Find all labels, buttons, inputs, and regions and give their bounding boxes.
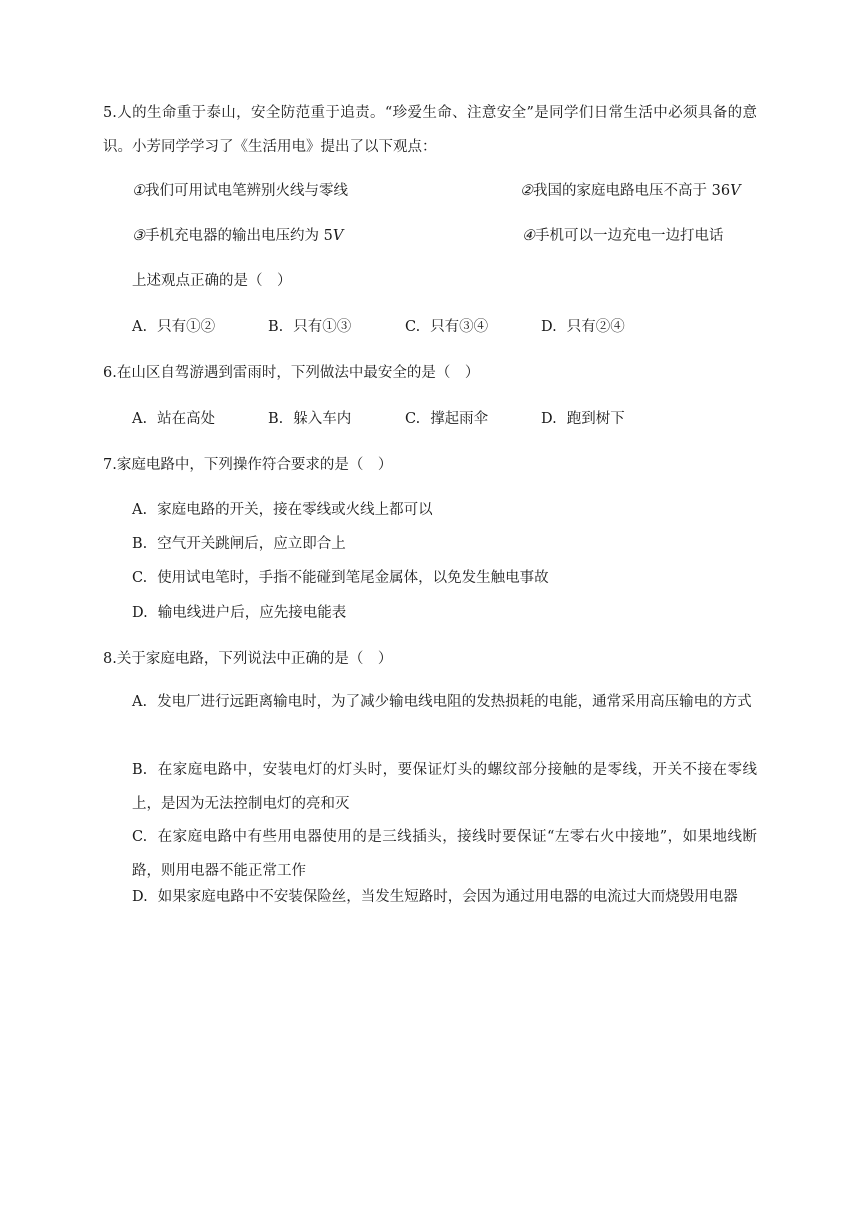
statement-text: 我国的家庭电路电压不高于 36 — [533, 183, 731, 199]
option-text: 撑起雨伞 — [430, 411, 489, 427]
question-7-stem: 7.家庭电路中，下列操作符合要求的是（ ） — [103, 457, 393, 473]
q7-option-c[interactable] — [132, 568, 549, 588]
q6-option-a[interactable] — [132, 409, 215, 429]
q8-option-a[interactable] — [132, 685, 757, 719]
q8-option-b[interactable] — [132, 753, 757, 821]
option-text: 使用试电笔时，手指不能碰到笔尾金属体，以免发生触电事故 — [157, 570, 549, 586]
q5-option-c[interactable] — [405, 317, 488, 337]
option-letter: C. — [132, 570, 148, 586]
option-letter: A. — [132, 694, 148, 710]
option-letter: B. — [132, 536, 148, 552]
q5-option-a[interactable] — [132, 317, 215, 337]
q5-statement-1 — [132, 181, 348, 201]
q6-option-b[interactable] — [268, 409, 351, 429]
option-text: 家庭电路的开关，接在零线或火线上都可以 — [157, 502, 433, 518]
unit-label: V — [730, 183, 741, 199]
option-letter: D. — [541, 411, 557, 427]
option-text: 发电厂进行远距离输电时，为了减少输电线电阻的发热损耗的电能，通常采用高压输电的方式 — [157, 694, 752, 710]
q5-prompt: 上述观点正确的是（ ） — [132, 273, 292, 289]
statement-marker: ④ — [522, 228, 535, 244]
option-letter: C. — [405, 319, 421, 335]
statement-text: 手机充电器的输出电压约为 5 — [145, 228, 333, 244]
q5-statement-2 — [520, 181, 741, 201]
option-letter: B. — [268, 411, 284, 427]
option-text: 跑到树下 — [566, 411, 625, 427]
question-5-stem: 5.人的生命重于泰山，安全防范重于追责。“珍爱生命、注意安全”是同学们日常生活中必须具备的意识。小芳同学学习了《生活用电》提出了以下观点： — [103, 105, 757, 155]
q7-option-a[interactable] — [132, 500, 433, 520]
question-6-stem: 6.在山区自驾游遇到雷雨时，下列做法中最安全的是（ ） — [103, 365, 480, 381]
q5-statement-3 — [132, 226, 343, 246]
option-text: 如果家庭电路中不安装保险丝，当发生短路时，会因为通过用电器的电流过大而烧毁用电器 — [157, 889, 738, 905]
option-letter: A. — [132, 502, 148, 518]
option-letter: A. — [132, 319, 148, 335]
option-letter: A. — [132, 411, 148, 427]
q5-option-b[interactable] — [268, 317, 351, 337]
unit-label: V — [332, 228, 344, 244]
option-text: 在家庭电路中有些用电器使用的是三线插头，接线时要保证“左零右火中接地”，如果地线断路，则用电器不能正常工作 — [132, 829, 757, 879]
q8-option-c[interactable] — [132, 820, 757, 888]
statement-text: 我们可用试电笔辨别火线与零线 — [145, 183, 348, 199]
option-text: 空气开关跳闸后，应立即合上 — [157, 536, 346, 552]
option-letter: D. — [132, 889, 148, 905]
option-letter: B. — [268, 319, 284, 335]
option-text: 在家庭电路中，安装电灯的灯头时，要保证灯头的螺纹部分接触的是零线，开关不接在零线上，是因为无法控制电灯的亮和灭 — [132, 762, 757, 812]
statement-marker: ③ — [132, 228, 145, 244]
q7-option-d[interactable] — [132, 603, 346, 623]
q5-statement-4 — [522, 226, 724, 246]
q6-option-c[interactable] — [405, 409, 488, 429]
option-letter: C. — [405, 411, 421, 427]
q7-option-b[interactable] — [132, 534, 346, 554]
option-text: 只有①② — [157, 319, 216, 335]
option-text: 只有②④ — [566, 319, 625, 335]
statement-marker: ① — [132, 183, 145, 199]
option-text: 只有③④ — [430, 319, 489, 335]
option-letter: D. — [541, 319, 557, 335]
option-letter: B. — [132, 762, 148, 778]
q5-option-d[interactable] — [541, 317, 625, 337]
statement-text: 手机可以一边充电一边打电话 — [535, 228, 724, 244]
option-text: 躲入车内 — [293, 411, 352, 427]
q6-option-d[interactable] — [541, 409, 625, 429]
option-text: 输电线进户后，应先接电能表 — [157, 605, 347, 621]
option-text: 站在高处 — [157, 411, 216, 427]
q8-option-d[interactable] — [132, 880, 757, 914]
option-letter: D. — [132, 605, 148, 621]
option-letter: C. — [132, 829, 148, 845]
statement-marker: ② — [520, 183, 533, 199]
option-text: 只有①③ — [293, 319, 352, 335]
question-8-stem: 8.关于家庭电路，下列说法中正确的是（ ） — [103, 651, 393, 667]
